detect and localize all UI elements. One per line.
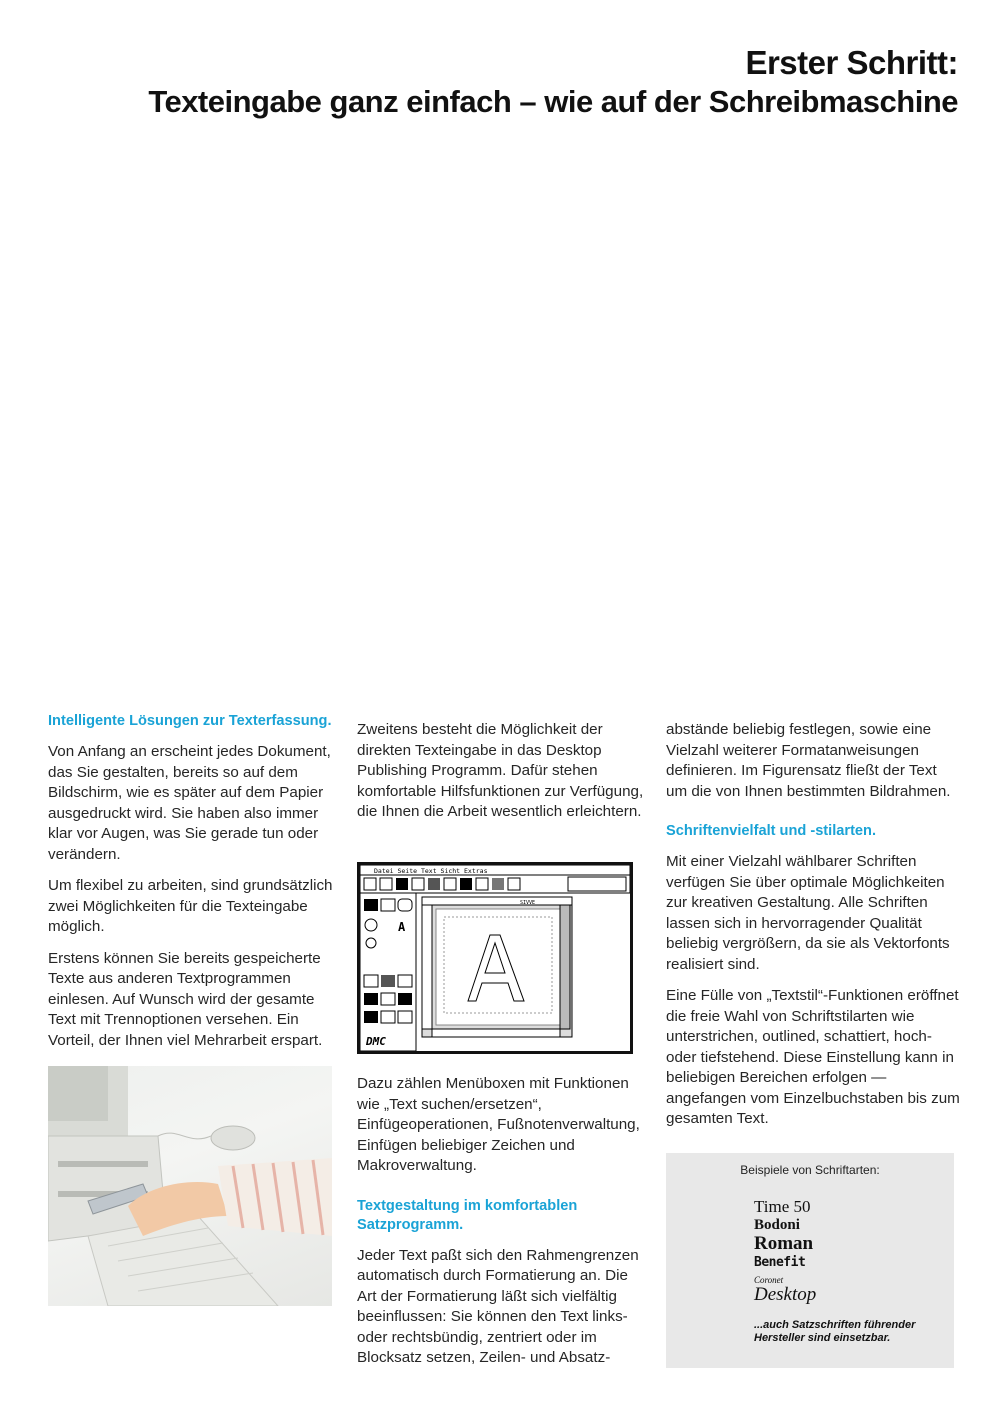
- column-1: [48, 712, 338, 1062]
- section-heading-text-capture: Intelligente Lösungen zur Texterfassung.: [48, 713, 332, 729]
- paragraph: Von Anfang an erscheint jedes Dokument, das Sie gestalten, bereits so auf dem Bildschirm, wie es später auf dem Papier ausgedruckt wird. Sie haben also immer klar vor Augen, was Sie gerade tun oder verändern.: [48, 743, 331, 863]
- computer-photo: [48, 1066, 332, 1306]
- column-2-continued: [357, 1074, 649, 1380]
- column-3: [666, 720, 960, 1141]
- font-sample: Desktop: [754, 1284, 817, 1305]
- paragraph: Um flexibel zu arbeiten, sind grundsätzlich zwei Möglichkeiten für die Texteingabe möglich.: [48, 877, 333, 935]
- font-samples-caption: Beispiele von Schriftarten:: [740, 1163, 880, 1177]
- svg-text:SIVVE: SIVVE: [520, 900, 536, 906]
- paragraph: Mit einer Vielzahl wählbarer Schriften verfügen Sie über optimale Möglichkeiten zur kreativen Gestaltung. Alle Schriften lassen sich in hervorragender Qualität beliebig vergrößern, da sie als Vektorfonts realisiert sind.: [666, 853, 950, 973]
- column-2: [357, 720, 649, 834]
- page-title-line-1: Erster Schritt:: [745, 44, 958, 81]
- paragraph: Zweitens besteht die Möglichkeit der direkten Texteingabe in das Desktop Publishing Programm. Dafür stehen komfortable Hilfsfunktionen zur Verfügung, die Ihnen die Arbeit wesentlich erleichtern.: [357, 721, 644, 820]
- font-sample: Coronet: [754, 1275, 784, 1285]
- menu-bar-text: Datei Seite Text Sicht Extras: [374, 867, 488, 875]
- dmc-logo: DMC: [366, 1035, 386, 1048]
- paragraph: Erstens können Sie bereits gespeicherte Texte aus anderen Textprogrammen einlesen. Auf Wunsch wird der gesamte Text mit Trennoptionen versehen. Ein Vorteil, der Ihnen viel Mehrarbeit erspart.: [48, 949, 323, 1049]
- paragraph: Dazu zählen Menüboxen mit Funktionen wie „Text suchen/ersetzen“, Einfügeoperationen, Fußnotenverwaltung, Einfügen beliebiger Zeichen und Makroverwaltung.: [357, 1075, 640, 1174]
- font-samples-box: [666, 1153, 954, 1368]
- svg-text:A: A: [398, 920, 406, 934]
- software-screenshot: [357, 862, 633, 1054]
- section-heading-fonts: Schriftenvielfalt und -stilarten.: [666, 823, 877, 839]
- font-sample: Time 50: [754, 1197, 811, 1216]
- paragraph: Eine Fülle von „Textstil“-Funktionen eröffnet die freie Wahl von Schriftstilarten wie unterstrichen, outlined, schattiert, hoch- oder tiefstehend. Diese Einstellung kann in beliebigen Bereichen erfolgen — angefangen vom Einzelbuchstaben bis zum gesamten Text.: [666, 987, 960, 1127]
- paragraph: Jeder Text paßt sich den Rahmengrenzen automatisch durch Formatierung an. Die Art der Formatierung läßt sich vielfältig beeinflussen: Sie können den Text links- oder rechtsbündig, zentriert oder im Blocksatz setzen, Zeilen- und Absatz-: [357, 1246, 639, 1366]
- font-sample: Bodoni: [754, 1217, 800, 1233]
- font-samples-note: ...auch Satzschriften führender Hersteller sind einsetzbar.: [754, 1319, 916, 1344]
- page-title-line-2: Texteingabe ganz einfach – wie auf der Schreibmaschine: [148, 84, 958, 119]
- font-sample: Roman: [754, 1233, 814, 1254]
- paragraph: abstände beliebig festlegen, sowie eine Vielzahl weiterer Formatanweisungen definieren. Im Figurensatz fließt der Text um die von Ihnen bestimmten Bildrahmen.: [666, 721, 951, 800]
- font-sample: Benefit: [754, 1255, 806, 1270]
- section-heading-typesetting: Textgestaltung im komfortablen Satzprogramm.: [357, 1197, 578, 1233]
